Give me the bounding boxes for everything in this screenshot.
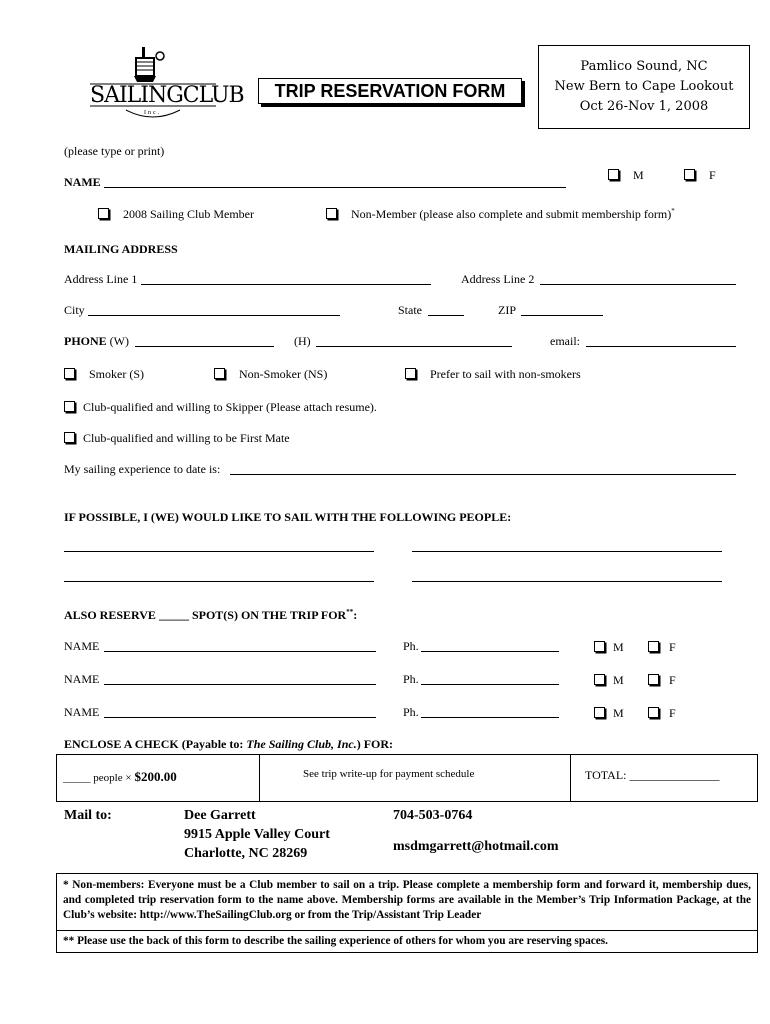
nonmember-footnote-mark: * [671, 207, 675, 215]
notes-box [56, 873, 758, 953]
reserve-f-option-3[interactable] [648, 706, 676, 721]
skipper-option[interactable] [64, 400, 377, 415]
checkbox-firstmate[interactable] [64, 432, 75, 443]
reserve-ph-field-3[interactable] [421, 717, 559, 718]
reserve-m-option-1[interactable] [594, 640, 624, 655]
phone-home-field[interactable] [316, 346, 512, 347]
mail-street: 9915 Apple Valley Court [184, 827, 330, 842]
nonmember-label: Non-Member (please also complete and submit membership form) [351, 207, 672, 221]
checkbox-skipper[interactable] [64, 401, 75, 412]
checkbox-prefer-nonsmokers[interactable] [405, 368, 416, 379]
reserve-f-option-1[interactable] [648, 640, 676, 655]
phone-label: PHONE [64, 334, 107, 348]
reserve-heading-text: ALSO RESERVE _____ SPOT(S) ON THE TRIP FOR [64, 608, 347, 622]
name-label: NAME [64, 175, 101, 189]
schedule-cell [260, 755, 571, 801]
back-of-form-note: ** Please use the back of this form to describe the sailing experience of others for whom you are reserving spaces. [63, 935, 608, 947]
prefer-nonsmokers-label: Prefer to sail with non-smokers [430, 367, 581, 381]
total-field[interactable]: TOTAL: _______________ [585, 768, 720, 782]
sailing-club-logo [86, 44, 244, 128]
address-line2-label: Address Line 2 [461, 272, 535, 286]
trip-info-box [538, 45, 750, 129]
reserve-m-option-2[interactable] [594, 673, 624, 688]
price-per-person: $200.00 [134, 769, 177, 784]
reserve-heading [64, 608, 357, 623]
reserve-ph-label-2: Ph. [403, 672, 419, 686]
email-label: email: [550, 334, 580, 348]
reserve-name-label-2: NAME [64, 672, 100, 686]
reserve-name-field-1[interactable] [104, 651, 376, 652]
reserve-f-label-2: F [669, 673, 676, 687]
gender-f-label: F [709, 168, 716, 182]
people-count-text: _____ people × [63, 772, 132, 784]
reserve-name-field-2[interactable] [104, 684, 376, 685]
reserve-heading-colon: : [353, 608, 358, 622]
phone-work-field[interactable] [135, 346, 274, 347]
firstmate-option[interactable] [64, 431, 290, 446]
instruction-text: (please type or print) [64, 144, 165, 158]
checkbox-reserve-f-1[interactable] [648, 641, 659, 652]
people-count [63, 769, 177, 785]
mail-email[interactable]: msdmgarrett@hotmail.com [393, 839, 559, 854]
city-label: City [64, 303, 85, 317]
checkbox-reserve-m-3[interactable] [594, 707, 605, 718]
phone-work-label: (W) [109, 334, 129, 348]
trip-route: New Bern to Cape Lookout [554, 79, 734, 94]
address-line1-field[interactable] [141, 284, 431, 285]
checkbox-smoker[interactable] [64, 368, 75, 379]
checkbox-member[interactable] [98, 208, 109, 219]
payee-name: The Sailing Club, Inc. [246, 737, 357, 751]
trip-location: Pamlico Sound, NC [580, 59, 708, 74]
reserve-f-label-3: F [669, 706, 676, 720]
payment-heading-end: ) FOR: [356, 737, 394, 751]
smoker-option[interactable] [64, 367, 144, 382]
firstmate-label: Club-qualified and willing to be First Mate [83, 431, 290, 445]
reserve-footnote-mark: ** [346, 608, 354, 616]
reserve-ph-label-1: Ph. [403, 639, 419, 653]
reserve-ph-field-1[interactable] [421, 651, 559, 652]
form-title: TRIP RESERVATION FORM [258, 78, 522, 104]
reserve-name-label-1: NAME [64, 639, 100, 653]
reserve-m-option-3[interactable] [594, 706, 624, 721]
reserve-f-label-1: F [669, 640, 676, 654]
zip-field[interactable] [521, 315, 603, 316]
phone-home-label: (H) [294, 334, 311, 348]
sail-with-field-2[interactable] [412, 551, 722, 552]
reserve-ph-field-2[interactable] [421, 684, 559, 685]
nonmember-option[interactable] [326, 207, 675, 222]
gender-f-option[interactable] [684, 168, 716, 183]
mail-phone: 704-503-0764 [393, 808, 473, 823]
reserve-ph-label-3: Ph. [403, 705, 419, 719]
checkbox-nonmember[interactable] [326, 208, 337, 219]
logo-wordmark: SAILINGCLUB [90, 83, 244, 108]
state-field[interactable] [428, 315, 464, 316]
zip-label: ZIP [498, 303, 516, 317]
payment-heading-text: ENCLOSE A CHECK (Payable to: [64, 737, 247, 751]
checkbox-reserve-m-1[interactable] [594, 641, 605, 652]
people-cell [57, 755, 260, 801]
sail-with-field-1[interactable] [64, 551, 374, 552]
reserve-m-label-1: M [613, 640, 624, 654]
name-field[interactable] [104, 187, 566, 188]
mail-city: Charlotte, NC 28269 [184, 846, 308, 861]
reserve-name-label-3: NAME [64, 705, 100, 719]
nonmember-note: * Non-members: Everyone must be a Club member to sail on a trip. Please complete a membership form and forward it, membership dues, and completed trip reservation form to the name above. Membership forms are available in the Member’s Trip Information Package, at the Club’s website: http://www.TheSailingClub.org or from the Trip/Assistant Trip Leader [63, 879, 751, 921]
checkbox-f[interactable] [684, 169, 695, 180]
phone-w-label [64, 334, 129, 349]
payment-table [56, 754, 758, 802]
nonsmoker-option[interactable] [214, 367, 327, 382]
payment-heading [64, 737, 393, 752]
prefer-nonsmokers-option[interactable] [405, 367, 581, 382]
mail-name: Dee Garrett [184, 808, 256, 823]
payment-schedule-text: See trip write-up for payment schedule [303, 768, 475, 780]
reserve-m-label-2: M [613, 673, 624, 687]
sail-with-field-4[interactable] [412, 581, 722, 582]
checkbox-reserve-f-3[interactable] [648, 707, 659, 718]
logo-subtext: Inc. [144, 110, 162, 116]
nonsmoker-label: Non-Smoker (NS) [239, 367, 328, 381]
address-line1-label: Address Line 1 [64, 272, 138, 286]
member-option[interactable] [98, 207, 254, 222]
checkbox-nonsmoker[interactable] [214, 368, 225, 379]
trip-dates: Oct 26-Nov 1, 2008 [579, 99, 709, 114]
experience-field[interactable] [230, 474, 736, 475]
city-field[interactable] [88, 315, 340, 316]
checkbox-m[interactable] [608, 169, 619, 180]
reserve-name-field-3[interactable] [104, 717, 376, 718]
smoker-label: Smoker (S) [89, 367, 144, 381]
notes-divider [57, 930, 757, 931]
sail-with-heading: IF POSSIBLE, I (WE) WOULD LIKE TO SAIL WITH THE FOLLOWING PEOPLE: [64, 510, 512, 524]
address-line2-field[interactable] [540, 284, 736, 285]
mailing-address-heading: MAILING ADDRESS [64, 242, 178, 256]
skipper-label: Club-qualified and willing to Skipper (Please attach resume). [83, 400, 377, 414]
reserve-m-label-3: M [613, 706, 624, 720]
checkbox-reserve-m-2[interactable] [594, 674, 605, 685]
state-label: State [398, 303, 422, 317]
experience-label: My sailing experience to date is: [64, 462, 221, 476]
gender-m-label: M [633, 168, 644, 182]
sail-with-field-3[interactable] [64, 581, 374, 582]
checkbox-reserve-f-2[interactable] [648, 674, 659, 685]
member-label: 2008 Sailing Club Member [123, 207, 254, 221]
gender-m-option[interactable] [608, 168, 644, 183]
mail-to-label: Mail to: [64, 808, 112, 823]
email-field[interactable] [586, 346, 736, 347]
reserve-f-option-2[interactable] [648, 673, 676, 688]
